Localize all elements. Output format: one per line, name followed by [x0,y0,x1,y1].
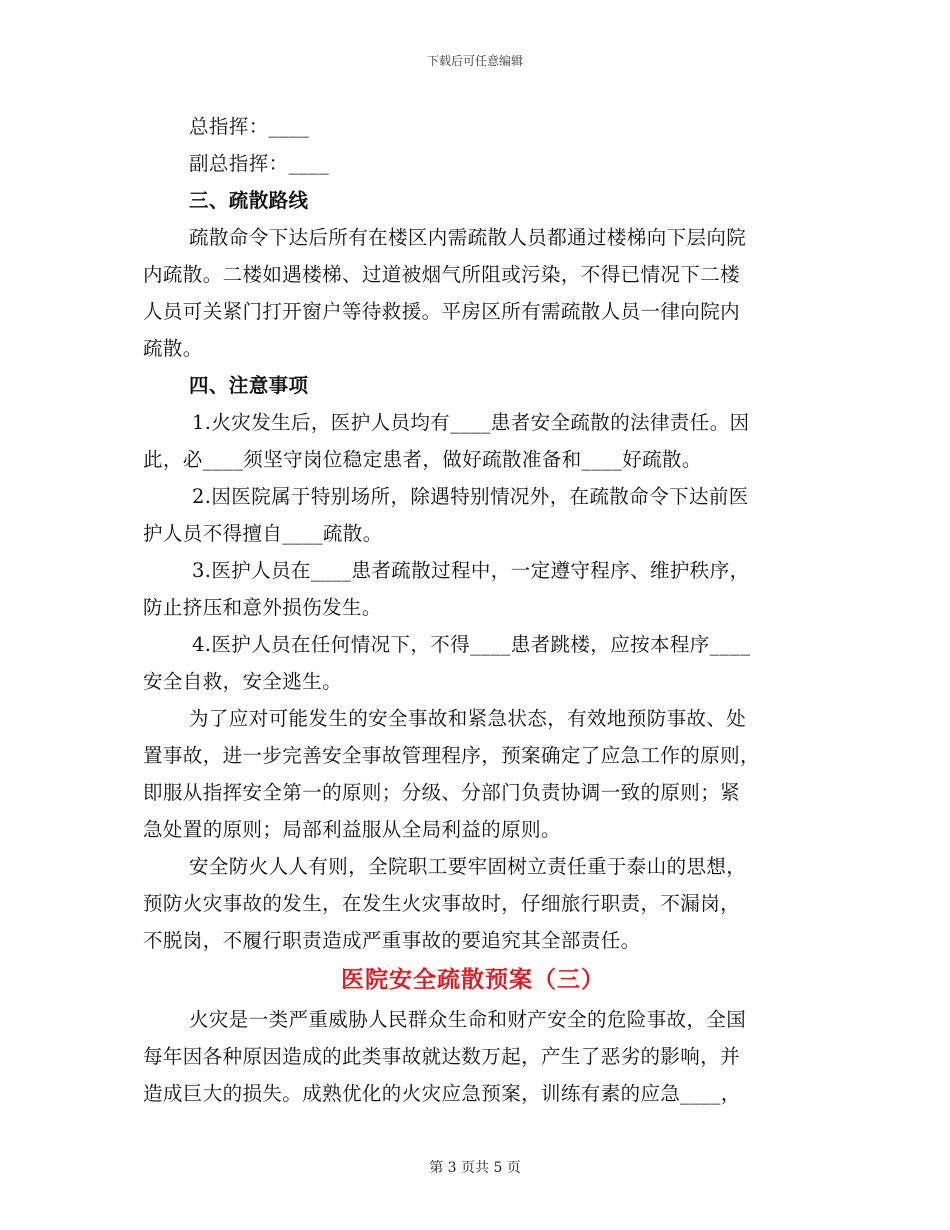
commander-line: 总指挥：____ [189,115,310,138]
paragraph-line: 此，必____须坚守岗位稳定患者，做好疏散准备和____好疏散。 [143,448,702,471]
paragraph-line: 防止挤压和意外损伤发生。 [143,596,382,619]
section-heading-notes: 四、注意事项 [189,374,309,397]
paragraph-line: 预防火灾事故的发生，在发生火灾事故时，仔细旅行职责，不漏岗， [143,892,741,915]
paragraph-line: 造成巨大的损失。成熟优化的火灾应急预案，训练有素的应急____， [143,1082,741,1105]
list-item-2: 2.因医院属于特别场所，除遇特别情况外，在疏散命令下达前医 [192,485,749,508]
paragraph-line: 置事故，进一步完善安全事故管理程序，预案确定了应急工作的原则， [143,744,760,767]
document-body [143,108,803,1112]
page-footer: 第 3 页共 5 页 [429,1160,521,1176]
paragraph-line: 每年因各种原因造成的此类事故就达数万起，产生了恶劣的影响，并 [143,1045,741,1068]
paragraph-line: 人员可关紧门打开窗户等待救援。平房区所有需疏散人员一律向院内 [143,300,741,323]
deputy-commander-line: 副总指挥：____ [189,152,330,175]
list-item-4: 4.医护人员在任何情况下，不得____患者跳楼，应按本程序____ [192,633,751,656]
list-item-1: 1.火灾发生后，医护人员均有____患者安全疏散的法律责任。因 [192,411,750,434]
list-item-3: 3.医护人员在____患者疏散过程中，一定遵守程序、维护秩序， [192,559,750,582]
paragraph-line: 疏散。 [143,337,203,360]
paragraph-line: 为了应对可能发生的安全事故和紧急状态，有效地预防事故、处 [189,707,747,730]
section-title: 医院安全疏散预案（三） [341,966,605,993]
section-heading-evacuation-route: 三、疏散路线 [189,189,309,212]
paragraph-line: 即服从指挥安全第一的原则；分级、分部门负责协调一致的原则；紧 [143,781,741,804]
paragraph-line: 疏散命令下达后所有在楼区内需疏散人员都通过楼梯向下层向院 [189,226,747,249]
page-header: 下载后可任意编辑 [426,54,523,68]
paragraph-line: 火灾是一类严重威胁人民群众生命和财产安全的危险事故，全国 [189,1008,747,1031]
paragraph-line: 安全自救，安全逃生。 [143,670,343,693]
paragraph-line: 不脱岗，不履行职责造成严重事故的要追究其全部责任。 [143,929,641,952]
paragraph-line: 内疏散。二楼如遇楼梯、过道被烟气所阻或污染，不得已情况下二楼 [143,263,741,286]
paragraph-line: 急处置的原则；局部利益服从全局利益的原则。 [143,818,561,841]
paragraph-line: 护人员不得擅自____疏散。 [143,522,383,545]
paragraph-line: 安全防火人人有则，全院职工要牢固树立责任重于泰山的思想， [189,855,747,878]
